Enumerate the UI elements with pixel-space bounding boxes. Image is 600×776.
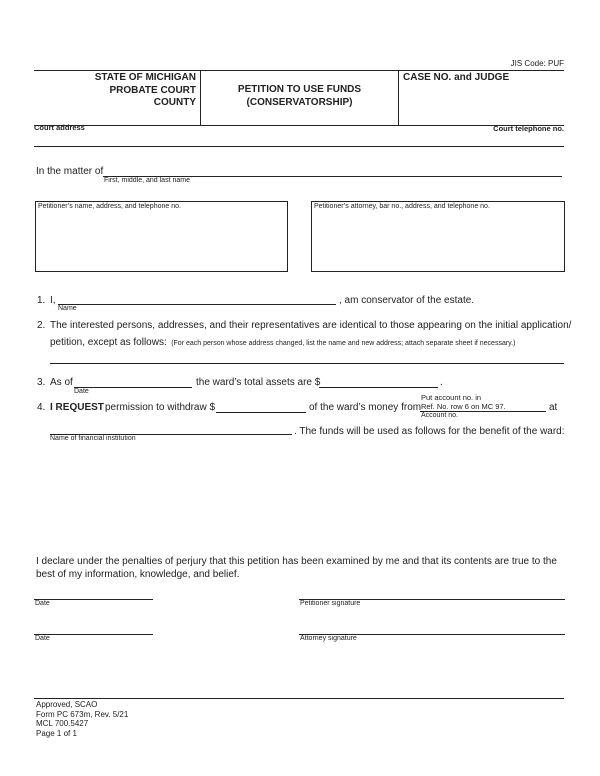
- date-2-field[interactable]: [34, 634, 153, 635]
- account-number-value[interactable]: Ref. No. row 6 on MC 97.: [421, 402, 506, 411]
- date-1-label: Date: [35, 600, 50, 607]
- withdraw-amount-field[interactable]: [216, 412, 306, 413]
- item-2-number: 2.: [37, 320, 46, 331]
- item-4-text-2: of the ward’s money from: [309, 402, 422, 413]
- attorney-box-label: Petitioner’s attorney, bar no., address, and telephone no.: [314, 203, 490, 210]
- assets-date-field[interactable]: [74, 387, 192, 388]
- changed-persons-field[interactable]: [50, 363, 564, 364]
- title-line-1: PETITION TO USE FUNDS: [237, 84, 362, 95]
- petitioner-box-label: Petitioner’s name, address, and telephone no.: [38, 203, 181, 210]
- court-address-line[interactable]: [34, 146, 564, 147]
- item-4-request: I REQUEST: [50, 402, 104, 413]
- item-4-at: at: [549, 402, 558, 413]
- item-2-line-1: The interested persons, addresses, and their representatives are identical to those appearing on the initial application/: [50, 320, 572, 331]
- institution-sublabel: Name of financial institution: [50, 435, 136, 442]
- item-3-prefix: As of: [50, 377, 73, 388]
- item-2-line-2: petition, except as follows:: [50, 337, 167, 348]
- footer-divider: [34, 698, 564, 699]
- court-phone-label: Court telephone no.: [493, 124, 564, 133]
- item-3-middle: the ward’s total assets are $: [196, 377, 321, 388]
- attorney-signature-label: Attorney signature: [300, 635, 357, 642]
- item-4-sublabel: Account no.: [421, 412, 458, 419]
- item-3-sublabel: Date: [74, 388, 89, 395]
- date-1-field[interactable]: [34, 599, 153, 600]
- item-1-sublabel: Name: [58, 305, 77, 312]
- attorney-info-box[interactable]: [311, 201, 565, 272]
- jis-code: JIS Code: PUF: [510, 59, 564, 68]
- item-2-note: (For each person whose address changed, list the name and new address; attach separate sheet if necessary.): [171, 340, 516, 347]
- item-4-number: 4.: [37, 402, 46, 413]
- item-4-line-2: . The funds will be used as follows for the benefit of the ward:: [294, 426, 565, 437]
- total-assets-field[interactable]: [319, 387, 438, 388]
- petitioner-info-box[interactable]: [35, 201, 288, 272]
- item-4-above-note: Put account no. in: [421, 393, 482, 402]
- form-title: [200, 71, 399, 125]
- court-info: [34, 71, 200, 125]
- court-label: PROBATE COURT: [109, 84, 196, 96]
- declaration-text: I declare under the penalties of perjury that this petition has been examined by me and that its contents are true to the best of my information, knowledge, and belief.: [36, 556, 557, 580]
- footer-form-number: Form PC 673m, Rev. 5/21: [36, 709, 129, 719]
- matter-prefix: In the matter of: [36, 166, 104, 177]
- item-3-number: 3.: [37, 377, 46, 388]
- item-1-suffix: , am conservator of the estate.: [339, 295, 475, 306]
- item-1-prefix: I,: [50, 295, 56, 306]
- conservator-name-field[interactable]: [58, 304, 336, 305]
- form-footer: [36, 700, 128, 738]
- form-header: [34, 70, 564, 126]
- item-1-number: 1.: [37, 295, 46, 306]
- footer-approved: Approved, SCAO: [36, 700, 98, 709]
- item-3-end: .: [440, 377, 443, 388]
- footer-statute: MCL 700.5427: [36, 719, 89, 728]
- item-2-line-2-wrap: [50, 332, 515, 350]
- date-2-label: Date: [35, 635, 50, 642]
- title-line-2: (CONSERVATORSHIP): [246, 96, 353, 108]
- footer-page: Page 1 of 1: [36, 728, 77, 738]
- item-4-text-1: permission to withdraw $: [105, 402, 216, 413]
- court-address-label: Court address: [34, 123, 85, 132]
- petitioner-signature-label: Petitioner signature: [300, 600, 361, 607]
- ward-name-sublabel: First, middle, and last name: [104, 177, 190, 184]
- state-label: STATE OF MICHIGAN: [94, 72, 196, 83]
- case-number-field[interactable]: CASE NO. and JUDGE: [403, 72, 510, 83]
- county-label: COUNTY: [153, 97, 196, 108]
